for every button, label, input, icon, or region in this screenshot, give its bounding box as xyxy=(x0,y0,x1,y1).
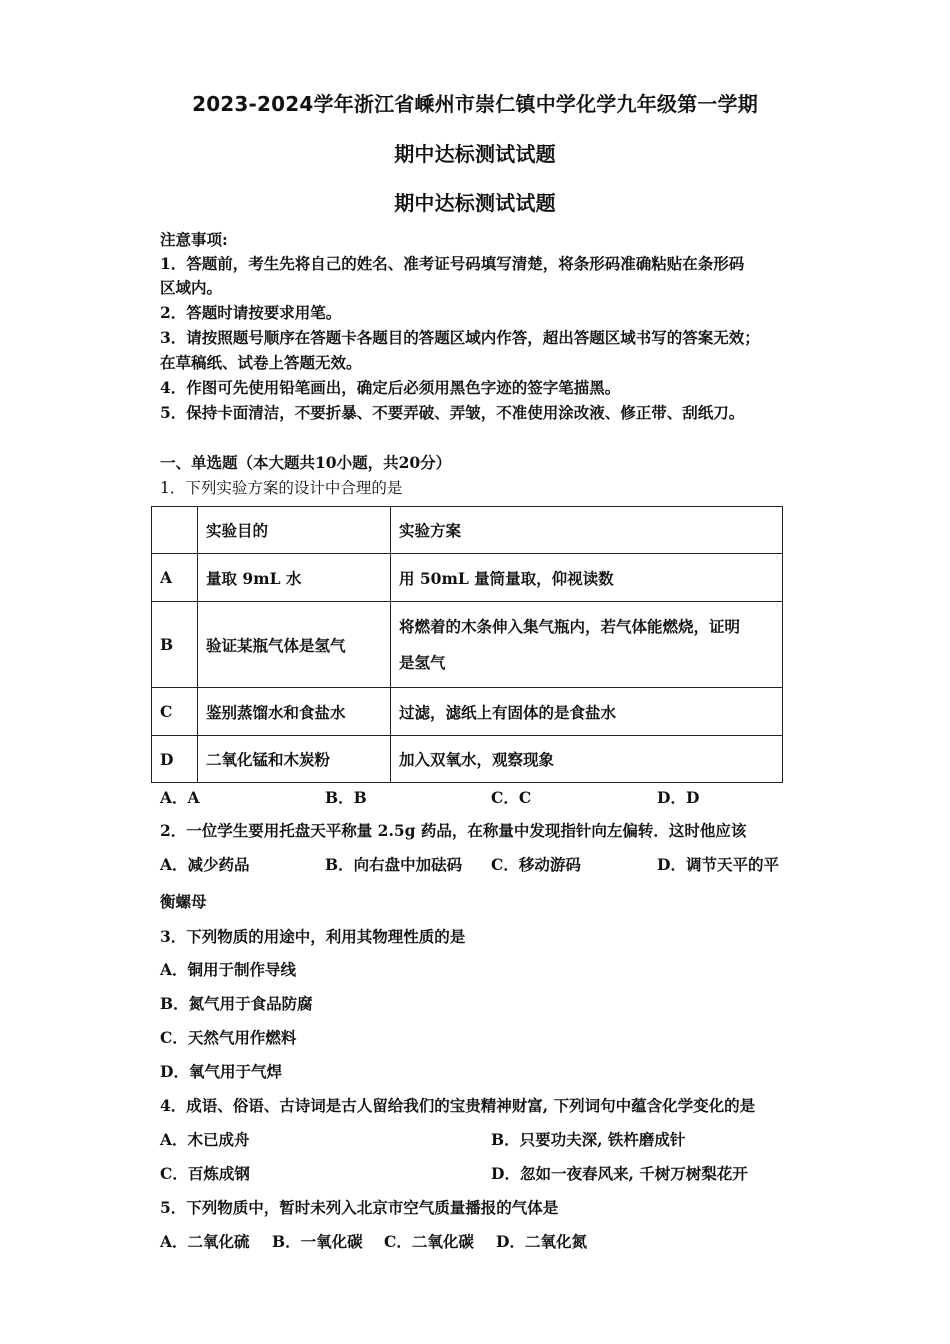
table-row-plan: 过滤，滤纸上有固体的是食盐水 xyxy=(391,688,783,736)
table-row-plan-line: 是氢气 xyxy=(399,652,446,672)
question-4-option-c: C．百炼成钢 xyxy=(160,1164,250,1183)
question-4-option-a: A．木已成舟 xyxy=(160,1130,250,1149)
table-row-key: D xyxy=(152,736,198,783)
table-row-plan xyxy=(391,602,783,688)
notice-item: 2．答题时请按要求用笔。 xyxy=(160,303,342,322)
table-row xyxy=(152,602,783,688)
question-1-option-d: D．D xyxy=(657,788,700,807)
table-row-goal: 验证某瓶气体是氢气 xyxy=(198,602,391,688)
question-2-option-b: B．向右盘中加砝码 xyxy=(325,855,463,874)
table-row xyxy=(152,688,783,736)
table-row-plan-line: 将燃着的木条伸入集气瓶内，若气体能燃烧，证明 xyxy=(399,616,741,636)
table-header-row xyxy=(152,507,783,554)
notice-heading: 注意事项: xyxy=(160,230,228,249)
notice-item: 4．作图可先使用铅笔画出，确定后必须用黑色字迹的签字笔描黑。 xyxy=(160,378,621,397)
question-4-stem: 4．成语、俗语、古诗词是古人留给我们的宝贵精神财富, 下列词句中蕴含化学变化的是 xyxy=(160,1096,756,1115)
notice-item: 区域内。 xyxy=(160,278,223,297)
exam-title-line2: 期中达标测试试题 xyxy=(394,142,556,166)
notice-item: 1．答题前，考生先将自己的姓名、准考证号码填写清楚，将条形码准确粘贴在条形码 xyxy=(160,254,745,273)
question-5-option-d: D．二氧化氮 xyxy=(496,1232,587,1251)
question-3-option-d: D．氧气用于气焊 xyxy=(160,1062,282,1081)
table-row xyxy=(152,736,783,783)
question-3-stem: 3．下列物质的用途中，利用其物理性质的是 xyxy=(160,927,466,946)
table-row-key: B xyxy=(152,602,198,688)
question-2-option-d: D．调节天平的平 xyxy=(657,855,779,874)
table-row-plan: 加入双氧水，观察现象 xyxy=(391,736,783,783)
question-4-option-b: B．只要功夫深, 铁杵磨成针 xyxy=(491,1130,686,1149)
exam-title-line3: 期中达标测试试题 xyxy=(394,191,556,215)
question-2-option-a: A．减少药品 xyxy=(160,855,250,874)
question-5-option-a: A．二氧化硫 xyxy=(160,1232,250,1251)
table-row-plan: 用 50mL 量筒量取，仰视读数 xyxy=(391,554,783,602)
table-header-cell: 实验目的 xyxy=(198,507,391,554)
notice-item: 5．保持卡面清洁，不要折暴、不要弄破、弄皱，不准使用涂改液、修正带、刮纸刀。 xyxy=(160,403,745,422)
table-row-goal: 鉴别蒸馏水和食盐水 xyxy=(198,688,391,736)
question-1-stem: 1．下列实验方案的设计中合理的是 xyxy=(160,479,403,497)
question-2-option-d-wrap: 衡螺母 xyxy=(160,892,207,911)
table-row-key: A xyxy=(152,554,198,602)
question-3-option-a: A．铜用于制作导线 xyxy=(160,960,297,979)
question-5-option-c: C．二氧化碳 xyxy=(384,1232,474,1251)
question-4-option-d: D．忽如一夜春风来, 千树万树梨花开 xyxy=(491,1164,748,1183)
table-header-cell xyxy=(152,507,198,554)
question-3-option-c: C．天然气用作燃料 xyxy=(160,1028,297,1047)
notice-item: 在草稿纸、试卷上答题无效。 xyxy=(160,353,362,372)
section-heading: 一、单选题（本大题共10小题，共20分） xyxy=(160,453,452,472)
question-5-stem: 5．下列物质中，暂时未列入北京市空气质量播报的气体是 xyxy=(160,1198,559,1217)
question-3-option-b: B．氮气用于食品防腐 xyxy=(160,994,313,1013)
question-1-option-a: A．A xyxy=(160,788,200,807)
table-row-goal: 二氧化锰和木炭粉 xyxy=(198,736,391,783)
table-row-key: C xyxy=(152,688,198,736)
table-row-goal: 量取 9mL 水 xyxy=(198,554,391,602)
question-2-stem: 2．一位学生要用托盘天平称量 2.5g 药品，在称量中发现指针向左偏转．这时他应该 xyxy=(160,821,747,840)
table-row xyxy=(152,554,783,602)
question-5-option-b: B．一氧化碳 xyxy=(272,1232,363,1251)
question-2-option-c: C．移动游码 xyxy=(491,855,581,874)
question-1-table xyxy=(151,506,783,783)
table-header-cell: 实验方案 xyxy=(391,507,783,554)
notice-item: 3．请按照题号顺序在答题卡各题目的答题区域内作答，超出答题区域书写的答案无效； xyxy=(160,328,760,347)
question-1-option-c: C．C xyxy=(491,788,532,807)
exam-title-line1: 2023-2024学年浙江省嵊州市崇仁镇中学化学九年级第一学期 xyxy=(192,92,758,116)
question-1-option-b: B．B xyxy=(325,788,367,807)
